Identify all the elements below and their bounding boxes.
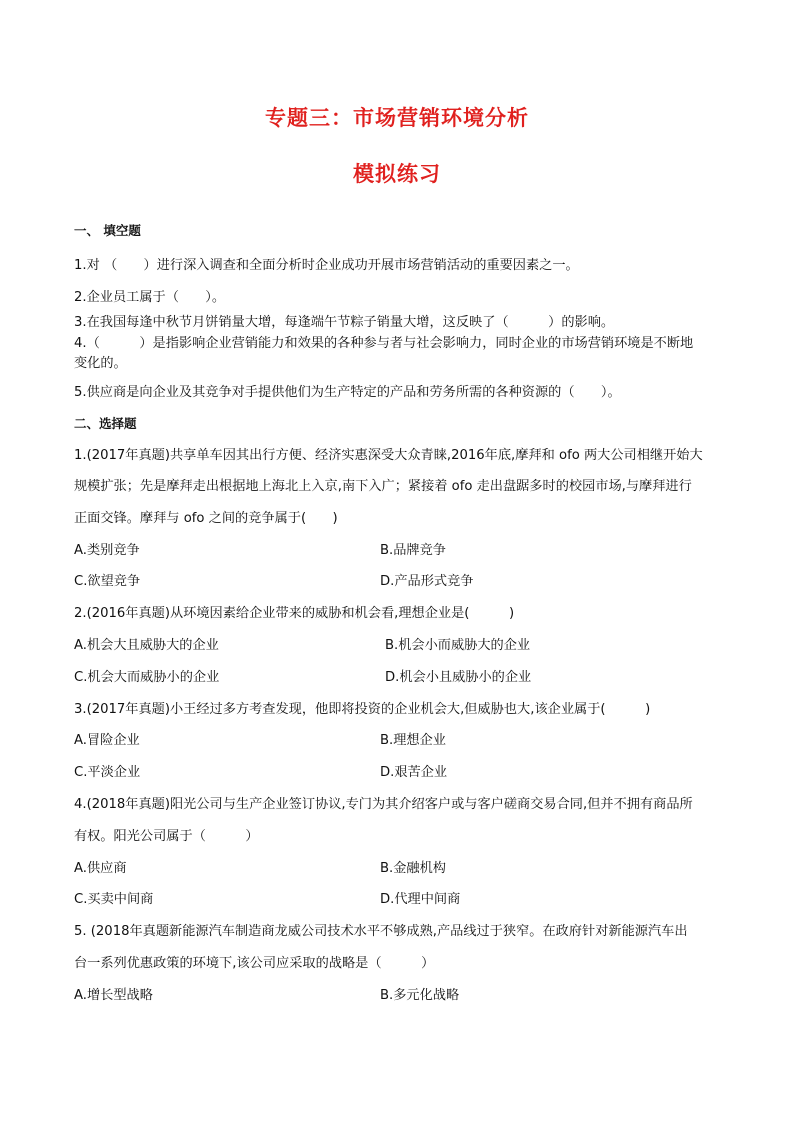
fill-blank-item-4: 4.（ ）是指影响企业营销能力和效果的各种参与者与社会影响力，同时企业的市场营销环境是不断地: [74, 336, 694, 351]
fill-blank-item-4-cont: 变化的。: [74, 356, 127, 371]
page-title: 专题三：市场营销环境分析: [265, 106, 529, 130]
question-4-line-1: 4.(2018年真题)阳光公司与生产企业签订协议,专门为其介绍客户或与客户磋商交易合同,但并不拥有商品所: [74, 797, 693, 812]
question-4-option-a: A.供应商: [74, 861, 127, 876]
question-1-option-d: D.产品形式竞争: [380, 574, 474, 589]
question-2-option-b: B.机会小而威胁大的企业: [385, 638, 531, 653]
question-2-option-a: A.机会大且威胁大的企业: [74, 638, 219, 653]
question-2-option-c: C.机会大而威胁小的企业: [74, 670, 220, 685]
question-3-option-d: D.艰苦企业: [380, 765, 448, 780]
fill-blank-item-5: 5.供应商是向企业及其竞争对手提供他们为生产特定的产品和劳务所需的各种资源的（ ）。: [74, 385, 621, 400]
question-5-option-a: A.增长型战略: [74, 988, 153, 1003]
question-3-option-b: B.理想企业: [380, 733, 446, 748]
question-2-option-d: D.机会小且威胁小的企业: [385, 670, 532, 685]
question-5-line-1: 5. (2018年真题新能源汽车制造商龙威公司技术水平不够成熟,产品线过于狭窄。在政府针对新能源汽车出: [74, 924, 688, 939]
question-1-option-b: B.品牌竞争: [380, 543, 446, 558]
question-1-line-2: 规模扩张；先是摩拜走出根据地上海北上入京,南下入广；紧接着 ofo 走出盘踞多时的校园市场,与摩拜进行: [74, 479, 692, 494]
question-1-line-1: 1.(2017年真题)共享单车因其出行方便、经济实惠深受大众青睐,2016年底,摩拜和 ofo 两大公司相继开始大: [74, 448, 703, 463]
section-heading-fill-blank: 一、 填空题: [74, 223, 141, 238]
question-5-option-b: B.多元化战略: [380, 988, 460, 1003]
question-1-option-a: A.类别竞争: [74, 543, 140, 558]
question-1-line-3: 正面交锋。摩拜与 ofo 之间的竞争属于( ): [74, 511, 338, 526]
question-3-line-1: 3.(2017年真题)小王经过多方考查发现，他即将投资的企业机会大,但威胁也大,该企业属于( ): [74, 702, 651, 717]
question-4-option-d: D.代理中间商: [380, 892, 461, 907]
question-5-line-2: 台一系列优惠政策的环境下,该公司应采取的战略是（ ）: [74, 956, 435, 971]
fill-blank-item-3: 3.在我国每逢中秋节月饼销量大增，每逢端午节粽子销量大增，这反映了（ ）的影响。: [74, 315, 615, 330]
question-2-line-1: 2.(2016年真题)从环境因素给企业带来的威胁和机会看,理想企业是( ): [74, 606, 515, 621]
question-3-option-c: C.平淡企业: [74, 765, 141, 780]
question-4-option-b: B.金融机构: [380, 861, 446, 876]
question-4-option-c: C.买卖中间商: [74, 892, 154, 907]
question-4-line-2: 有权。阳光公司属于（ ）: [74, 829, 259, 844]
fill-blank-item-1: 1.对 （ ）进行深入调查和全面分析时企业成功开展市场营销活动的重要因素之一。: [74, 258, 579, 273]
fill-blank-item-2: 2.企业员工属于（ ）。: [74, 290, 226, 305]
question-3-option-a: A.冒险企业: [74, 733, 140, 748]
question-1-option-c: C.欲望竞争: [74, 574, 141, 589]
page-subtitle: 模拟练习: [353, 162, 441, 186]
section-heading-choice: 二、选择题: [74, 416, 137, 431]
